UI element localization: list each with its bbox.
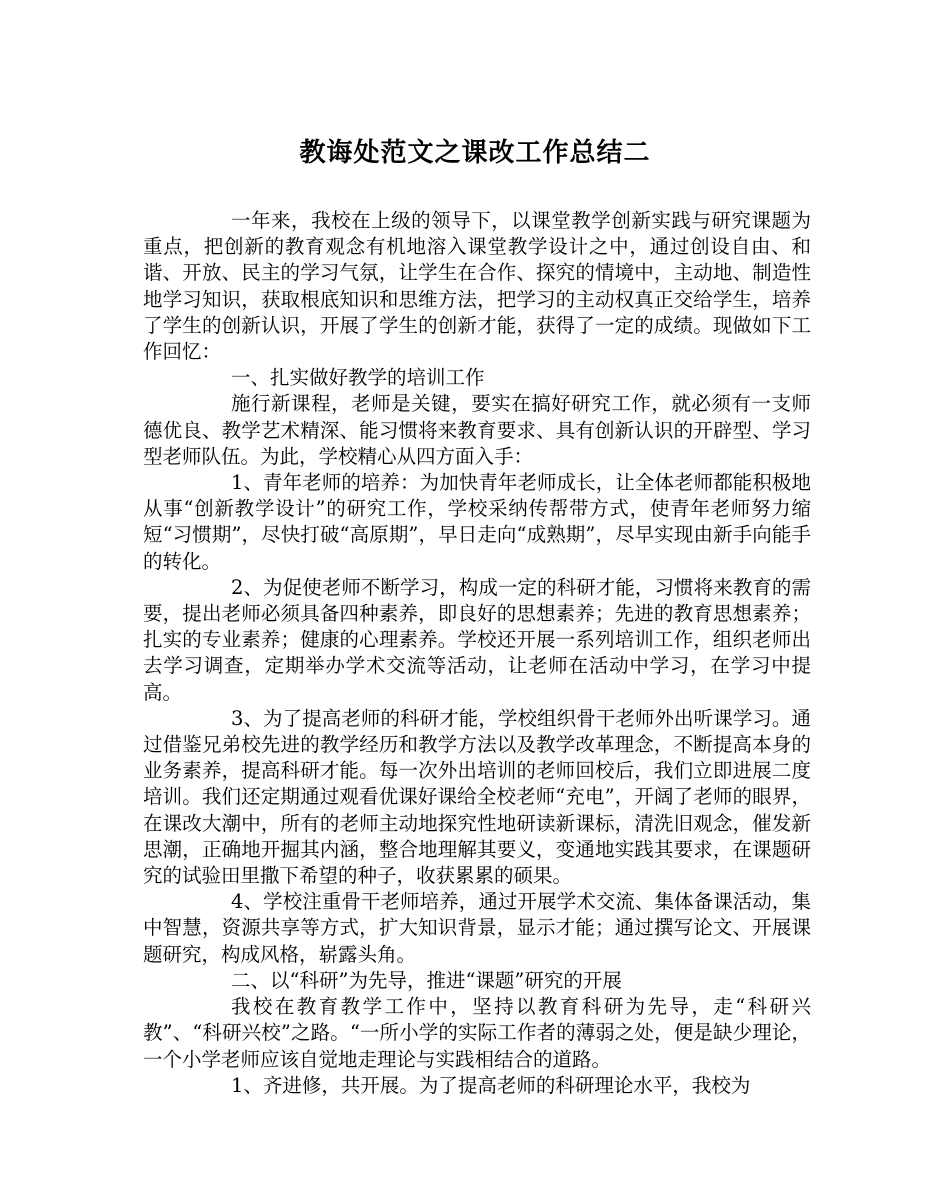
paragraph: 2、为促使老师不断学习，构成一定的科研才能，习惯将来教育的需要，提出老师必须具备四种素养，即良好的思想素养；先进的教育思想素养；扎实的专业素养；健康的心理素养。学校还开展一系列培训工作，组织老师出去学习调查，定期举办学术交流等活动，让老师在活动中学习，在学习中提高。 (143, 575, 811, 704)
document-title: 教诲处范文之课改工作总结二 (299, 138, 651, 168)
paragraph: 1、青年老师的培养：为加快青年老师成长，让全体老师都能积极地从事“创新教学设计”的研究工作，学校采纳传帮带方式，使青年老师努力缩短“习惯期”，尽快打破“高原期”，早日走向“成熟期”，尽早实现由新手向能手的转化。 (143, 471, 811, 573)
paragraph: 施行新课程，老师是关键，要实在搞好研究工作，就必须有一支师德优良、教学艺术精深、能习惯将来教育要求、具有创新认识的开辟型、学习型老师队伍。为此，学校精心从四方面入手： (143, 392, 811, 468)
document-body (143, 208, 811, 1099)
paragraph-intro: 一年来，我校在上级的领导下，以课堂教学创新实践与研究课题为重点，把创新的教育观念有机地溶入课堂教学设计之中，通过创设自由、和谐、开放、民主的学习气氛，让学生在合作、探究的情境中，主动地、制造性地学习知识，获取根底知识和思维方法，把学习的主动权真正交给学生，培养了学生的创新认识，开展了学生的创新才能，获得了一定的成绩。现做如下工作回忆： (143, 209, 811, 364)
paragraph: 3、为了提高老师的科研才能，学校组织骨干老师外出听课学习。通过借鉴兄弟校先进的教学经历和教学方法以及教学改革理念，不断提高本身的业务素养，提高科研才能。每一次外出培训的老师回校后，我们立即进展二度培训。我们还定期通过观看优课好课给全校老师“充电”，开阔了老师的眼界，在课改大潮中，所有的老师主动地探究性地研读新课标，清洗旧观念，催发新思潮，正确地开掘其内涵，整合地理解其要义，变通地实践其要求，在课题研究的试验田里撒下希望的种子，收获累累的硕果。 (143, 706, 811, 888)
section-heading-training: 一、扎实做好教学的培训工作 (231, 366, 485, 390)
paragraph: 1、齐进修，共开展。为了提高老师的科研理论水平，我校为 (231, 1073, 751, 1097)
section-heading-research: 二、以“科研”为先导，推进“课题”研究的开展 (231, 968, 622, 992)
paragraph: 4、学校注重骨干老师培养，通过开展学术交流、集体备课活动，集中智慧，资源共享等方式，扩大知识背景，显示才能；通过撰写论文、开展课题研究，构成风格，崭露头角。 (143, 890, 811, 966)
paragraph: 我校在教育教学工作中，坚持以教育科研为先导，走“科研兴教”、“科研兴校”之路。“一所小学的实际工作者的薄弱之处，便是缺少理论，一个小学老师应该自觉地走理论与实践相结合的道路。 (143, 995, 811, 1071)
